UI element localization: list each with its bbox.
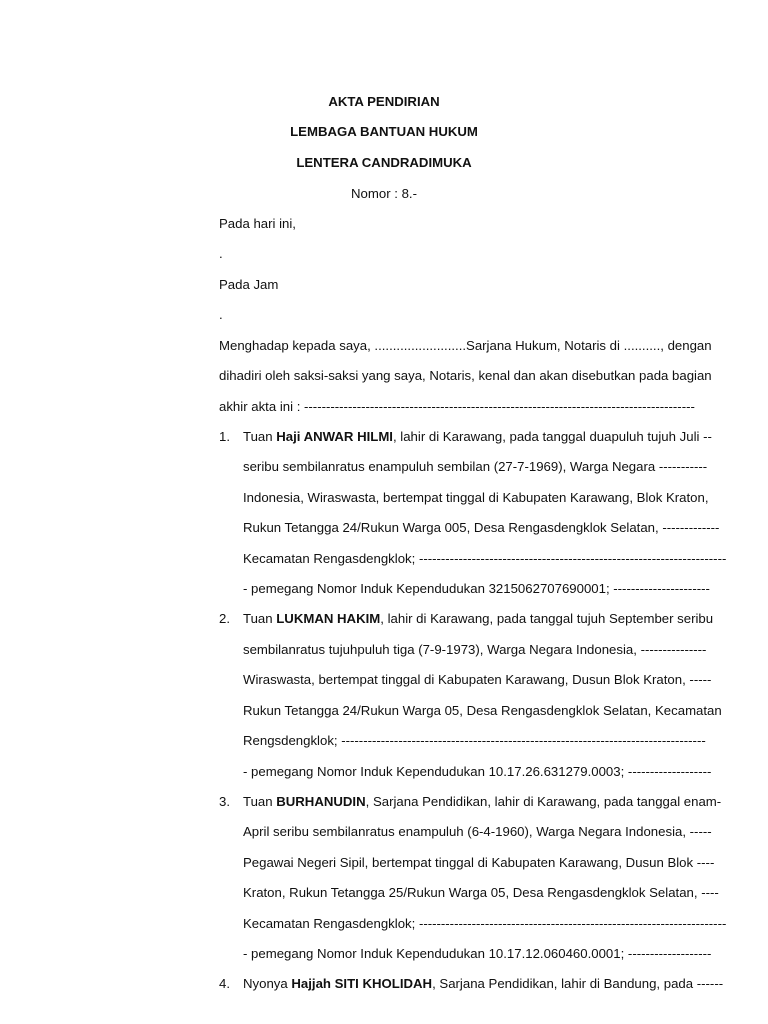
item-1-line-4: Rukun Tetangga 24/Rukun Warga 005, Desa Rengasdengklok Selatan, ------------- bbox=[243, 520, 720, 535]
item-4-number: 4. bbox=[219, 976, 230, 991]
intro-paragraph-line-3: akhir akta ini : ----------------------------------------------------------------------------------------- bbox=[219, 399, 695, 414]
intro-dot-1: . bbox=[219, 246, 223, 261]
item-1-line-3: Indonesia, Wiraswasta, bertempat tinggal di Kabupaten Karawang, Blok Kraton, bbox=[243, 490, 709, 505]
item-3-prefix: Tuan bbox=[243, 794, 277, 809]
item-1-name: Haji ANWAR HILMI bbox=[276, 429, 393, 444]
item-2-line-4: Rukun Tetangga 24/Rukun Warga 05, Desa Rengasdengklok Selatan, Kecamatan bbox=[243, 703, 722, 718]
item-2-line-5: Rengsdengklok; ----------------------------------------------------------------------------------- bbox=[243, 733, 706, 748]
item-3-line-4: Kraton, Rukun Tetangga 25/Rukun Warga 05, Desa Rengasdengklok Selatan, ---- bbox=[243, 885, 719, 900]
item-4-name: Hajjah SITI KHOLIDAH bbox=[291, 976, 433, 991]
intro-dot-2: . bbox=[219, 307, 223, 322]
title-lentera: LENTERA CANDRADIMUKA bbox=[296, 155, 472, 170]
item-2-line-2: sembilanratus tujuhpuluh tiga (7-9-1973), Warga Negara Indonesia, --------------- bbox=[243, 642, 707, 657]
item-4-prefix: Nyonya bbox=[243, 976, 292, 991]
item-2-line-1 bbox=[243, 611, 746, 626]
intro-paragraph-line-1: Menghadap kepada saya, .........................Sarjana Hukum, Notaris di .........., dengan bbox=[219, 338, 712, 353]
item-3-rest: , Sarjana Pendidikan, lahir di Karawang, pada tanggal enam- bbox=[365, 794, 722, 809]
item-3-line-2: April seribu sembilanratus enampuluh (6-4-1960), Warga Negara Indonesia, ----- bbox=[243, 824, 712, 839]
item-3-name: BURHANUDIN bbox=[276, 794, 366, 809]
item-3-line-1 bbox=[243, 794, 746, 809]
item-3-number: 3. bbox=[219, 794, 230, 809]
intro-jam: Pada Jam bbox=[219, 277, 279, 292]
intro-hari: Pada hari ini, bbox=[219, 216, 296, 231]
title-lembaga: LEMBAGA BANTUAN HUKUM bbox=[290, 124, 478, 139]
item-4-line-1 bbox=[243, 976, 746, 991]
item-2-number: 2. bbox=[219, 611, 230, 626]
item-1-line-2: seribu sembilanratus enampuluh sembilan (27-7-1969), Warga Negara ----------- bbox=[243, 459, 708, 474]
item-2-line-3: Wiraswasta, bertempat tinggal di Kabupaten Karawang, Dusun Blok Kraton, ----- bbox=[243, 672, 712, 687]
intro-paragraph-line-2: dihadiri oleh saksi-saksi yang saya, Notaris, kenal dan akan disebutkan pada bagian bbox=[219, 368, 712, 383]
item-3-line-5: Kecamatan Rengasdengklok; ---------------------------------------------------------------------- bbox=[243, 916, 727, 931]
item-1-line-5: Kecamatan Rengasdengklok; ---------------------------------------------------------------------- bbox=[243, 551, 727, 566]
item-1-number: 1. bbox=[219, 429, 230, 444]
item-1-rest: , lahir di Karawang, pada tanggal duapuluh tujuh Juli -- bbox=[392, 429, 712, 444]
item-2-rest: , lahir di Karawang, pada tanggal tujuh September seribu bbox=[380, 611, 714, 626]
item-3-line-6: - pemegang Nomor Induk Kependudukan 10.17.12.060460.0001; ------------------- bbox=[243, 946, 712, 961]
item-2-prefix: Tuan bbox=[243, 611, 277, 626]
item-2-name: LUKMAN HAKIM bbox=[276, 611, 381, 626]
item-3-line-3: Pegawai Negeri Sipil, bertempat tinggal di Kabupaten Karawang, Dusun Blok ---- bbox=[243, 855, 715, 870]
item-1-prefix: Tuan bbox=[243, 429, 277, 444]
item-4-rest: , Sarjana Pendidikan, lahir di Bandung, pada ------ bbox=[432, 976, 724, 991]
item-2-line-6: - pemegang Nomor Induk Kependudukan 10.17.26.631279.0003; ------------------- bbox=[243, 764, 712, 779]
item-1-line-1 bbox=[243, 429, 746, 444]
nomor-line: Nomor : 8.- bbox=[351, 186, 417, 201]
title-akta: AKTA PENDIRIAN bbox=[328, 94, 440, 109]
item-1-line-6: - pemegang Nomor Induk Kependudukan 3215062707690001; ---------------------- bbox=[243, 581, 710, 596]
